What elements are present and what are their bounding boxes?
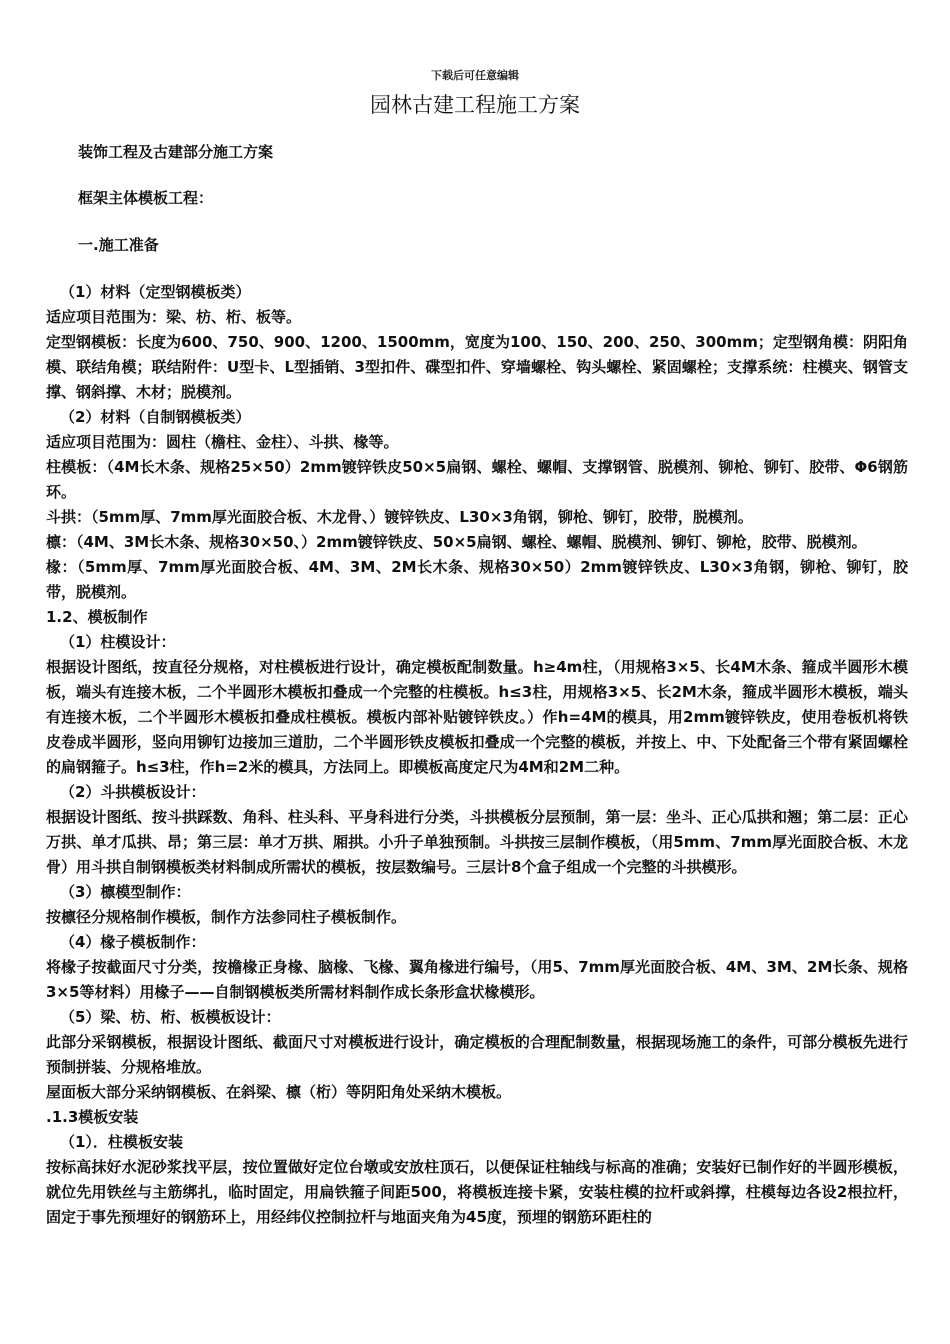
paragraph: 根据设计图纸、按斗拱踩数、角科、柱头科、平身科进行分类，斗拱模板分层预制，第一层：坐斗、正心瓜拱和翘；第二层：正心万拱、单才瓜拱、昂；第三层：单才万拱、厢拱。小升子单独预制。斗拱按三层制作模板，（用5mm、7mm厚光面胶合板、木龙骨）用斗拱自制钢模板类材料制成所需状的模板，按层数编号。三层计8个盒子组成一个完整的斗拱模形。: [46, 808, 908, 876]
section-heading-formwork: 框架主体模板工程：: [78, 189, 214, 207]
paragraph: 根据设计图纸，按直径分规格，对柱模板进行设计，确定模板配制数量。h≥4m柱，（用规格3×5、长4M木条、箍成半圆形木模板，端头有连接木板，二个半圆形木模板扣叠成一个完整的柱模板。h≤3柱，用规格3×5、长2M木条，箍成半圆形木模板，端头有连接木板，二个半圆形木模板扣叠成柱模板。模板内部补贴镀锌铁皮。）作h=4M的模具，用2mm镀锌铁皮，使用卷板机将铁皮卷成半圆形，竖向用铆钉边接加三道肋，二个半圆形铁皮模板扣叠成一个完整的模板，并按上、中、下处配备三个带有紧固螺栓的扁钢箍子。h≤3柱，作h=2米的模具，方法同上。即模板高度定尺为4M和2M二种。: [46, 658, 908, 776]
section-heading-decoration: 装饰工程及古建部分施工方案: [78, 143, 274, 161]
paragraph: .1.3模板安装: [46, 1108, 139, 1126]
paragraph: （2）材料（自制钢模板类）: [60, 408, 251, 426]
paragraph: （1）．柱模板安装: [60, 1133, 183, 1151]
paragraph: 适应项目范围为：梁、枋、桁、板等。: [46, 308, 302, 326]
paragraph: （2）斗拱模板设计：: [60, 783, 206, 801]
paragraph: 柱模板：（4M长木条、规格25×50）2mm镀锌铁皮50×5扁钢、螺栓、螺帽、支撑钢管、脱模剂、铆枪、铆钉、胶带、Φ6钢筋环。: [46, 458, 908, 501]
paragraph: 将椽子按截面尺寸分类，按檐椽正身椽、脑椽、飞椽、翼角椽进行编号，（用5、7mm厚光面胶合板、4M、3M、2M长条、规格3×5等材料）用椽子——自制钢模板类所需材料制作成长条形盒状椽模形。: [46, 958, 908, 1001]
download-watermark: 下载后可任意编辑: [431, 69, 519, 82]
paragraph: 1.2、模板制作: [46, 608, 148, 626]
paragraph: 按檩径分规格制作模板，制作方法参同柱子模板制作。: [46, 908, 407, 926]
document-body: [46, 280, 908, 1230]
paragraph: 屋面板大部分采纳钢模板、在斜梁、檩（桁）等阴阳角处采纳木模板。: [46, 1083, 512, 1101]
section-heading-preparation: 一.施工准备: [78, 236, 159, 254]
paragraph: （5）梁、枋、桁、板模板设计：: [60, 1008, 281, 1026]
paragraph: （4）椽子模板制作：: [60, 933, 206, 951]
paragraph: 椽：（5mm厚、7mm厚光面胶合板、4M、3M、2M长木条、规格30×50）2mm镀锌铁皮、L30×3角钢，铆枪、铆钉，胶带，脱模剂。: [46, 558, 908, 601]
paragraph: （1）柱模设计：: [60, 633, 176, 651]
paragraph: 按标高抹好水泥砂浆找平层，按位置做好定位台墩或安放柱顶石，以便保证柱轴线与标高的准确；安装好已制作好的半圆形模板，就位先用铁丝与主筋绑扎，临时固定，用扁铁箍子间距500，将模板连接卡紧，安装柱模的拉杆或斜撑，柱模每边各设2根拉杆，固定于事先预埋好的钢筋环上，用经纬仪控制拉杆与地面夹角为45度，预埋的钢筋环距柱的: [46, 1158, 908, 1226]
paragraph: （3）檩模型制作：: [60, 883, 191, 901]
paragraph: 定型钢模板：长度为600、750、900、1200、1500mm，宽度为100、150、200、250、300mm；定型钢角模：阴阳角模、联结角模；联结附件：U型卡、L型插销、3型扣件、碟型扣件、穿墙螺栓、钩头螺栓、紧固螺栓；支撑系统：柱模夹、钢管支撑、钢斜撑、木材；脱模剂。: [46, 333, 908, 401]
paragraph: 适应项目范围为：圆柱（檐柱、金柱）、斗拱、椽等。: [46, 433, 399, 451]
paragraph: （1）材料（定型钢模板类）: [60, 283, 251, 301]
paragraph: 此部分采钢模板，根据设计图纸、截面尺寸对模板进行设计，确定模板的合理配制数量，根据现场施工的条件，可部分模板先进行预制拼装、分规格堆放。: [46, 1033, 908, 1076]
paragraph: 斗拱：（5mm厚、7mm厚光面胶合板、木龙骨、）镀锌铁皮、L30×3角钢，铆枪、铆钉，胶带，脱模剂。: [46, 508, 753, 526]
paragraph: 檩：（4M、3M长木条、规格30×50、）2mm镀锌铁皮、50×5扁钢、螺栓、螺帽、脱模剂、铆钉、铆枪，胶带、脱模剂。: [46, 533, 867, 551]
page-title: 园林古建工程施工方案: [370, 93, 580, 117]
